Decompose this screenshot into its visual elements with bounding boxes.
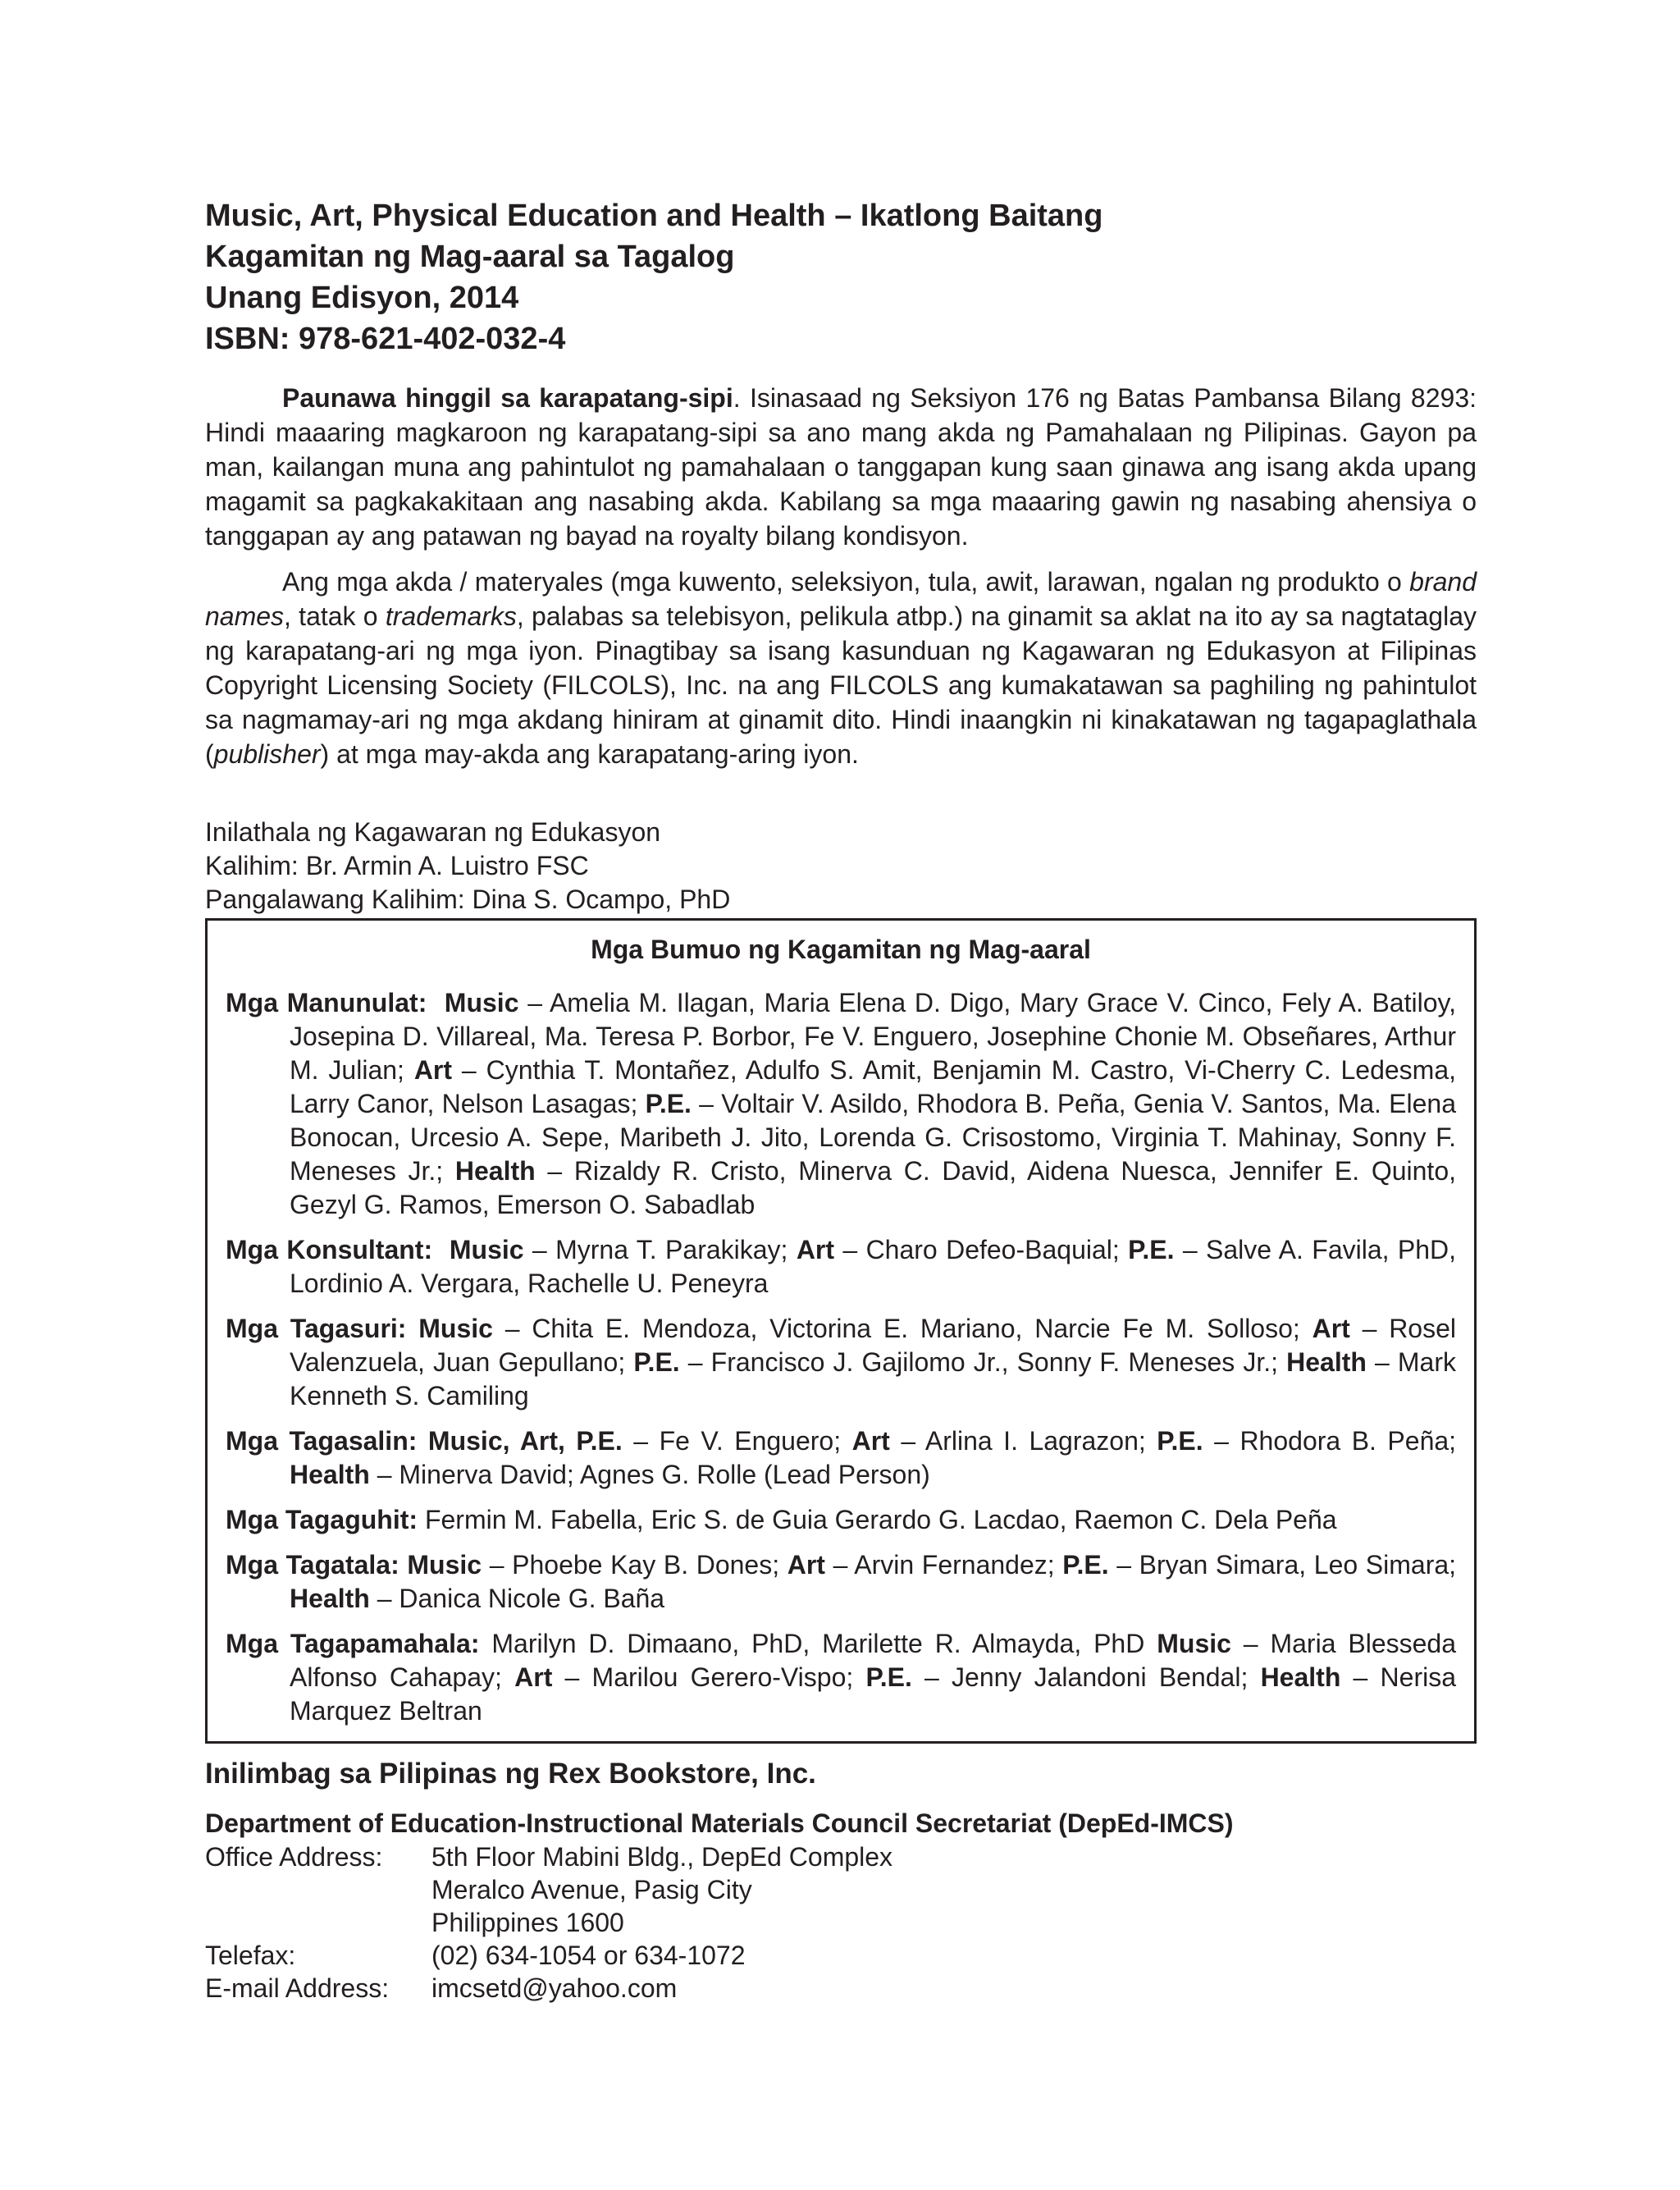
subject-label: Art [851, 1426, 890, 1456]
credit-names: – Chita E. Mendoza, Victorina E. Mariano, Narcie Fe M. Solloso; [492, 1314, 1312, 1343]
credit-names: Marilyn D. Dimaano, PhD, Marilette R. Almayda, PhD [479, 1629, 1157, 1658]
isbn: ISBN: 978-621-402-032-4 [205, 322, 566, 356]
subject-label: Health [454, 1156, 536, 1186]
subject-label: Art [413, 1055, 453, 1085]
printer-line: Inilimbag sa Pilipinas ng Rex Bookstore, Inc. [205, 1758, 816, 1790]
book-subtitle: Kagamitan ng Mag-aaral sa Tagalog [205, 240, 735, 274]
works-italic-3: publisher [213, 739, 321, 769]
subject-label: Music [407, 1550, 482, 1580]
office-address-line-2: Meralco Avenue, Pasig City [431, 1875, 752, 1904]
publisher-line: Inilathala ng Kagawaran ng Edukasyon [205, 817, 661, 847]
subject-label: Art [1312, 1314, 1350, 1343]
credits-managers [226, 1627, 1456, 1728]
subject-label: P.E. [865, 1662, 912, 1692]
office-address-line-1: 5th Floor Mabini Bldg., DepEd Complex [431, 1842, 893, 1872]
credit-names: – Phoebe Kay B. Dones; [482, 1550, 788, 1580]
materials-notice [205, 565, 1477, 771]
credits-title: Mga Bumuo ng Kagamitan ng Mag-aaral [591, 935, 1091, 964]
credit-label: Mga Tagasalin: [226, 1426, 418, 1456]
credit-names: Fermin M. Fabella, Eric S. de Guia Gerardo G. Lacdao, Raemon C. Dela Peña [418, 1505, 1337, 1534]
works-text-4: ) at mga may-akda ang karapatang-aring iyon. [320, 739, 859, 769]
office-address-row-3 [205, 1906, 1477, 1939]
office-address-row-2 [205, 1873, 1477, 1906]
credit-names: – Arvin Fernandez; [824, 1550, 1063, 1580]
subject-label: Music [418, 1314, 493, 1343]
credit-label: Mga Konsultant: [226, 1235, 433, 1264]
credit-names: – Myrna T. Parakikay; [523, 1235, 797, 1264]
subject-label: Art [796, 1235, 835, 1264]
credit-names: – Jenny Jalandoni Bendal; [911, 1662, 1261, 1692]
deped-title: Department of Education-Instructional Materials Council Secretariat (DepEd-IMCS) [205, 1808, 1234, 1838]
subject-label: P.E. [645, 1089, 692, 1118]
credit-names: – Fe V. Enguero; [622, 1426, 852, 1456]
subject-label: Health [290, 1460, 370, 1489]
subject-label: Art [787, 1550, 825, 1580]
telefax-value: (02) 634-1054 or 634-1072 [431, 1941, 746, 1970]
office-address-line-3: Philippines 1600 [431, 1908, 624, 1937]
credits-consultants [226, 1233, 1456, 1301]
subject-label: Health [1286, 1347, 1367, 1377]
subject-label: Music [449, 1235, 524, 1264]
credit-names: – Arlina I. Lagrazon; [889, 1426, 1157, 1456]
telefax-label: Telefax: [205, 1941, 296, 1970]
works-text-2: , tatak o [284, 601, 386, 631]
credit-names: – Bryan Simara, Leo Simara; [1108, 1550, 1457, 1580]
subject-label: Art [514, 1662, 553, 1692]
edition: Unang Edisyon, 2014 [205, 281, 519, 315]
secretary-line: Kalihim: Br. Armin A. Luistro FSC [205, 851, 589, 880]
subject-label: P.E. [1128, 1235, 1175, 1264]
credit-names: – Rhodora B. Peña; [1203, 1426, 1457, 1456]
office-address-row [205, 1840, 1477, 1873]
credit-names: – Cynthia T. Montañez, Adulfo S. Amit, Benjamin M. Castro, Vi-Cherry C. Ledesma, Larry Canor, Nelson Lasagas; [290, 1055, 1457, 1118]
notice-heading: Paunawa hinggil sa karapatang-sipi [282, 383, 733, 413]
notice-body: . Isinasaad ng Seksiyon 176 ng Batas Pambansa Bilang 8293: Hindi maaaring magkaroon ng karapatang-sipi sa ano mang akda ng Pamahalaan ng Pilipinas. Gayon pa man, kailangan muna ang pahintulot ng pamahalaan o tanggapan kung saan ginawa ang isang akda upang magamit sa pagkakakitaan ang nasabing akda. Kabilang sa mga maaaring gawin ng nasabing ahensiya o tanggapan ay ang patawan ng bayad na royalty bilang kondisyon. [205, 383, 1477, 551]
credit-names: – Marilou Gerero-Vispo; [552, 1662, 866, 1692]
telefax-row [205, 1939, 1477, 1972]
credits-writers [226, 986, 1456, 1222]
credits-illustrators [226, 1503, 1456, 1537]
email-value: imcsetd@yahoo.com [431, 1973, 678, 2003]
credit-label: Mga Manunulat: [226, 988, 427, 1017]
subject-label: Music [1157, 1629, 1231, 1658]
credit-names: – Francisco J. Gajilomo Jr., Sonny F. Meneses Jr.; [679, 1347, 1287, 1377]
credits-layout-artists [226, 1548, 1456, 1616]
works-text-1: Ang mga akda / materyales (mga kuwento, seleksiyon, tula, awit, larawan, ngalan ng produkto o [282, 567, 1410, 597]
credit-names: – Salve A. Favila, PhD, Lordinio A. Vergara, Rachelle U. Peneyra [290, 1235, 1457, 1298]
email-label: E-mail Address: [205, 1973, 390, 2003]
credits-box [205, 918, 1477, 1744]
publisher-info [205, 816, 1477, 917]
credit-names: – Amelia M. Ilagan, Maria Elena D. Digo, Mary Grace V. Cinco, Fely A. Batiloy, Josepina D. Villareal, Ma. Teresa P. Borbor, Fe V. Enguero, Josephine Chonie M. Obseñares, Arthur M. Julian; [290, 988, 1457, 1085]
subject-label: P.E. [1062, 1550, 1109, 1580]
credit-names: – Minerva David; Agnes G. Rolle (Lead Person) [369, 1460, 930, 1489]
works-italic-2: trademarks [385, 601, 517, 631]
works-italic-1: brand names [205, 567, 1477, 631]
credit-label: Mga Tagapamahala: [226, 1629, 480, 1658]
credit-names: – Voltair V. Asildo, Rhodora B. Peña, Genia V. Santos, Ma. Elena Bonocan, Urcesio A. Sepe, Maribeth J. Jito, Lorenda G. Crisostomo, Virginia T. Mahinay, Sonny F. Meneses Jr.; [290, 1089, 1457, 1186]
undersecretary-line: Pangalawang Kalihim: Dina S. Ocampo, PhD [205, 885, 731, 914]
office-address-label: Office Address: [205, 1842, 383, 1872]
credit-label: Mga Tagaguhit: [226, 1505, 418, 1534]
credits-reviewers [226, 1312, 1456, 1413]
subject-label: Health [290, 1584, 370, 1613]
book-title-block [205, 195, 1477, 359]
credit-names: – Maria Blesseda Alfonso Cahapay; [290, 1629, 1457, 1692]
credit-names: – Mark Kenneth S. Camiling [290, 1347, 1457, 1410]
subject-label: Music, Art, P.E. [427, 1426, 623, 1456]
subject-label: P.E. [633, 1347, 680, 1377]
credit-names: – Rizaldy R. Cristo, Minerva C. David, Aidena Nuesca, Jennifer E. Quinto, Gezyl G. Ramos, Emerson O. Sabadlab [290, 1156, 1457, 1219]
copyright-notice [205, 381, 1477, 553]
subject-label: P.E. [1157, 1426, 1203, 1456]
credit-names: – Charo Defeo-Baquial; [834, 1235, 1129, 1264]
deped-address [205, 1840, 1477, 2005]
credit-label: Mga Tagasuri: [226, 1314, 407, 1343]
credit-names: – Rosel Valenzuela, Juan Gepullano; [290, 1314, 1457, 1377]
credit-label: Mga Tagatala: [226, 1550, 399, 1580]
credits-translators [226, 1424, 1456, 1492]
copyright-page [205, 195, 1477, 2005]
works-text-3: , palabas sa telebisyon, pelikula atbp.) na ginamit sa aklat na ito ay sa nagtataglay ng karapatang-ari ng mga iyon. Pinagtibay sa isang kasunduan ng Kagawaran ng Edukasyon at Filipinas Copyright Licensing Society (FILCOLS), Inc. na ang FILCOLS ang kumakatawan sa paghiling ng pahintulot sa nagmamay-ari ng mga akdang hiniram at ginamit dito. Hindi inaangkin ni kinakatawan ng tagapaglathala ( [205, 601, 1477, 769]
book-title: Music, Art, Physical Education and Health – Ikatlong Baitang [205, 199, 1103, 233]
credit-names: – Nerisa Marquez Beltran [290, 1662, 1457, 1726]
credit-names: – Danica Nicole G. Baña [369, 1584, 665, 1613]
subject-label: Health [1260, 1662, 1341, 1692]
subject-label: Music [444, 988, 519, 1017]
email-row [205, 1972, 1477, 2005]
